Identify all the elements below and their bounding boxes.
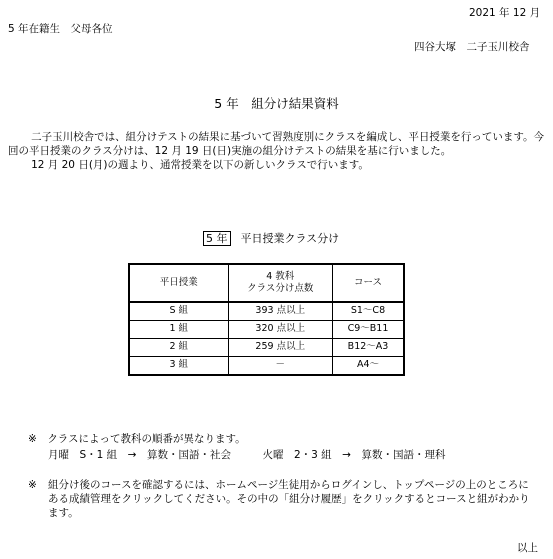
header-score: 4 教科 クラス分け点数: [228, 264, 333, 302]
cell-class: 2 組: [129, 339, 228, 357]
note-2-text: 組分け後のコースを確認するには、ホームページ生徒用からログインし、トップページの上のところにある成績管理をクリックしてください。その中の「組分け履歴」をクリックするとコースと組がわかります。: [48, 479, 530, 520]
note-1-schedule: 月曜 S・1 組 → 算数・国語・社会 火曜 2・3 組 → 算数・国語・理科: [48, 449, 446, 461]
document-date: 2021 年 12 月: [469, 7, 541, 19]
header-class: 平日授業: [129, 264, 228, 302]
header-course: コース: [333, 264, 405, 302]
closing-mark: 以上: [517, 542, 538, 554]
cell-course: C9～B11: [333, 321, 405, 339]
table-row: [129, 339, 404, 357]
table-row: [129, 302, 404, 321]
table-row: [129, 321, 404, 339]
cell-course: S1～C8: [333, 302, 405, 321]
cell-course: B12～A3: [333, 339, 405, 357]
cell-class: 1 組: [129, 321, 228, 339]
class-table: [128, 263, 405, 376]
section-heading: [203, 232, 339, 247]
section-title-text: 平日授業クラス分け: [240, 232, 340, 245]
intro-paragraph-1: 二子玉川校舎では、組分けテストの結果に基づいて習熟度別にクラスを編成し、平日授業を行っています。今回の平日授業のクラス分けは、12 月 19 日(日)実施の組分けテストの結果を基に行いました。: [8, 131, 545, 158]
table-header-row: [129, 264, 404, 302]
cell-score: 259 点以上: [228, 339, 333, 357]
table-row: [129, 357, 404, 376]
note-mark: ※: [28, 433, 37, 445]
cell-course: A4～: [333, 357, 405, 376]
intro-paragraph-2: 12 月 20 日(月)の週より、通常授業を以下の新しいクラスで行います。: [31, 159, 369, 172]
note-mark: ※: [28, 479, 37, 491]
note-1-text: クラスによって教科の順番が異なります。: [47, 433, 246, 445]
document-title: 5 年 組分け結果資料: [214, 96, 339, 111]
cell-score: －: [228, 357, 333, 376]
note-2: [28, 478, 538, 521]
intro-text: [8, 130, 548, 173]
note-1: [28, 432, 246, 446]
recipient-line: 5 年在籍生 父母各位: [8, 23, 113, 35]
cell-class: S 組: [129, 302, 228, 321]
cell-class: 3 組: [129, 357, 228, 376]
grade-box: 5 年: [203, 231, 231, 246]
sender-line: 四谷大塚 二子玉川校舎: [414, 41, 530, 53]
cell-score: 393 点以上: [228, 302, 333, 321]
cell-score: 320 点以上: [228, 321, 333, 339]
